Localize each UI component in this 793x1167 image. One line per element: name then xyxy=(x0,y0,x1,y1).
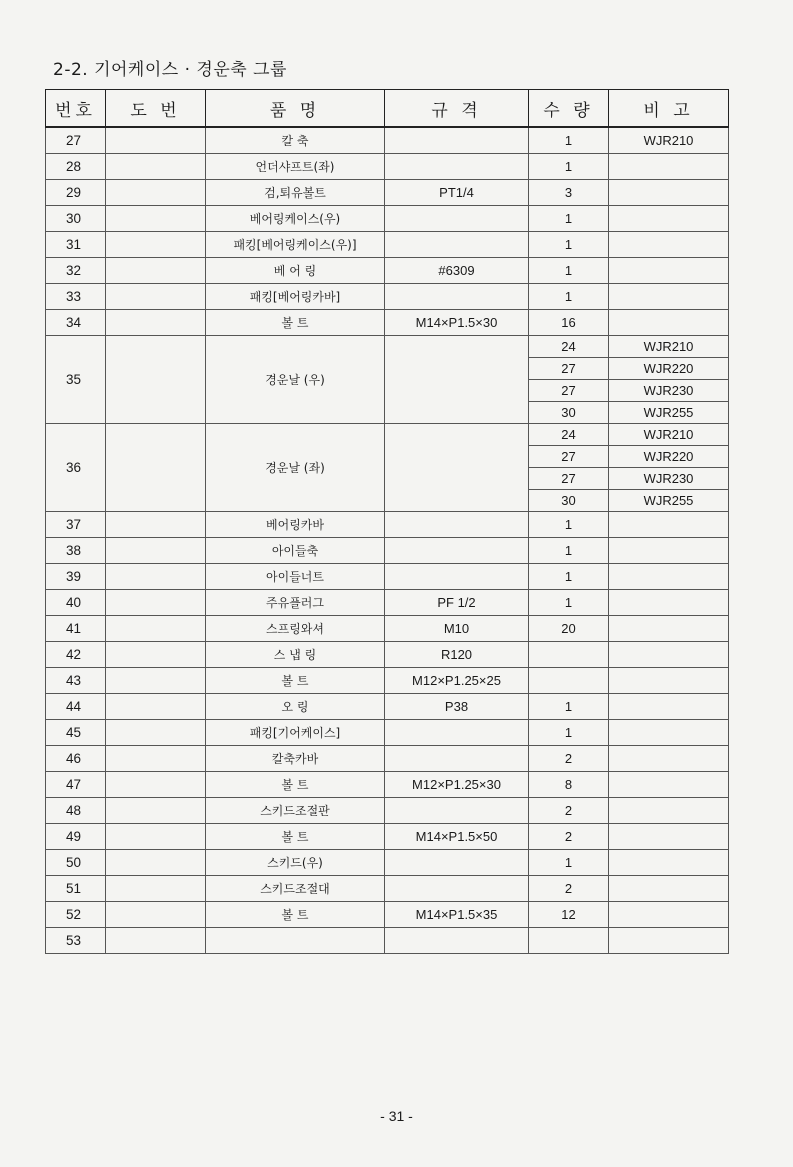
header-spec: 규 격 xyxy=(385,90,529,128)
cell-no: 41 xyxy=(46,616,106,642)
cell-qty: 1 xyxy=(529,720,609,746)
cell-no: 35 xyxy=(46,336,106,424)
cell-drawing xyxy=(106,798,206,824)
cell-spec: M14×P1.5×50 xyxy=(385,824,529,850)
cell-spec: M14×P1.5×35 xyxy=(385,902,529,928)
cell-note xyxy=(609,180,729,206)
cell-drawing xyxy=(106,668,206,694)
cell-spec xyxy=(385,746,529,772)
cell-no: 44 xyxy=(46,694,106,720)
cell-spec xyxy=(385,538,529,564)
cell-note: WJR210 xyxy=(609,424,729,446)
cell-name: 볼 트 xyxy=(206,824,385,850)
cell-drawing xyxy=(106,720,206,746)
cell-name: 경운날 (우) xyxy=(206,336,385,424)
cell-qty: 3 xyxy=(529,180,609,206)
cell-qty: 1 xyxy=(529,127,609,154)
cell-qty xyxy=(529,928,609,954)
cell-no: 38 xyxy=(46,538,106,564)
cell-qty: 27 xyxy=(529,380,609,402)
cell-qty: 27 xyxy=(529,468,609,490)
cell-note: WJR210 xyxy=(609,127,729,154)
cell-no: 43 xyxy=(46,668,106,694)
table-row xyxy=(46,876,729,902)
cell-qty: 1 xyxy=(529,232,609,258)
cell-spec xyxy=(385,232,529,258)
cell-drawing xyxy=(106,180,206,206)
cell-no: 46 xyxy=(46,746,106,772)
table-row xyxy=(46,824,729,850)
table-row xyxy=(46,284,729,310)
cell-name: 패킹[기어케이스] xyxy=(206,720,385,746)
cell-no: 40 xyxy=(46,590,106,616)
cell-no: 34 xyxy=(46,310,106,336)
cell-no: 49 xyxy=(46,824,106,850)
cell-no: 37 xyxy=(46,512,106,538)
cell-note xyxy=(609,616,729,642)
cell-qty: 1 xyxy=(529,206,609,232)
cell-name: 볼 트 xyxy=(206,902,385,928)
table-header-row xyxy=(46,90,729,128)
table-row xyxy=(46,127,729,154)
table-row xyxy=(46,564,729,590)
cell-drawing xyxy=(106,772,206,798)
cell-no: 33 xyxy=(46,284,106,310)
cell-spec xyxy=(385,564,529,590)
cell-drawing xyxy=(106,616,206,642)
cell-qty: 2 xyxy=(529,798,609,824)
cell-drawing xyxy=(106,512,206,538)
cell-note xyxy=(609,642,729,668)
cell-no: 45 xyxy=(46,720,106,746)
cell-spec xyxy=(385,284,529,310)
cell-drawing xyxy=(106,642,206,668)
cell-qty: 1 xyxy=(529,258,609,284)
cell-note xyxy=(609,928,729,954)
cell-drawing xyxy=(106,902,206,928)
cell-qty xyxy=(529,642,609,668)
cell-no: 31 xyxy=(46,232,106,258)
table-row xyxy=(46,772,729,798)
cell-spec: M10 xyxy=(385,616,529,642)
cell-note xyxy=(609,772,729,798)
cell-qty: 20 xyxy=(529,616,609,642)
cell-drawing xyxy=(106,538,206,564)
table-row xyxy=(46,798,729,824)
cell-note xyxy=(609,824,729,850)
cell-qty: 1 xyxy=(529,154,609,180)
cell-drawing xyxy=(106,746,206,772)
cell-drawing xyxy=(106,310,206,336)
cell-note xyxy=(609,310,729,336)
cell-drawing xyxy=(106,824,206,850)
header-drawing: 도 번 xyxy=(106,90,206,128)
cell-name: 베 어 링 xyxy=(206,258,385,284)
cell-note xyxy=(609,720,729,746)
cell-no: 53 xyxy=(46,928,106,954)
cell-no: 50 xyxy=(46,850,106,876)
table-row xyxy=(46,928,729,954)
cell-note xyxy=(609,668,729,694)
cell-name: 칼축카바 xyxy=(206,746,385,772)
cell-spec: #6309 xyxy=(385,258,529,284)
cell-spec xyxy=(385,336,529,424)
cell-name: 스프링와셔 xyxy=(206,616,385,642)
cell-name: 패킹[베어링카바] xyxy=(206,284,385,310)
cell-qty: 24 xyxy=(529,336,609,358)
cell-spec: P38 xyxy=(385,694,529,720)
cell-spec xyxy=(385,720,529,746)
cell-no: 27 xyxy=(46,127,106,154)
table-row xyxy=(46,232,729,258)
cell-no: 51 xyxy=(46,876,106,902)
cell-drawing xyxy=(106,564,206,590)
cell-note xyxy=(609,154,729,180)
cell-name: 스키드조절판 xyxy=(206,798,385,824)
cell-name: 볼 트 xyxy=(206,310,385,336)
cell-qty: 1 xyxy=(529,512,609,538)
cell-no: 48 xyxy=(46,798,106,824)
cell-name xyxy=(206,928,385,954)
cell-note xyxy=(609,876,729,902)
cell-name: 패킹[베어링케이스(우)] xyxy=(206,232,385,258)
cell-note xyxy=(609,284,729,310)
cell-note: WJR255 xyxy=(609,490,729,512)
page-title: 2-2. 기어케이스 · 경운축 그룹 xyxy=(53,60,287,80)
cell-qty: 1 xyxy=(529,590,609,616)
cell-note xyxy=(609,694,729,720)
table-row xyxy=(46,668,729,694)
cell-note: WJR210 xyxy=(609,336,729,358)
table-row xyxy=(46,642,729,668)
cell-drawing xyxy=(106,876,206,902)
cell-note xyxy=(609,746,729,772)
cell-spec xyxy=(385,876,529,902)
cell-name: 칼 축 xyxy=(206,127,385,154)
cell-note: WJR230 xyxy=(609,380,729,402)
cell-name: 주유플러그 xyxy=(206,590,385,616)
cell-no: 29 xyxy=(46,180,106,206)
table-row xyxy=(46,616,729,642)
cell-qty: 12 xyxy=(529,902,609,928)
table-row xyxy=(46,538,729,564)
cell-name: 오 링 xyxy=(206,694,385,720)
cell-note xyxy=(609,232,729,258)
cell-note: WJR230 xyxy=(609,468,729,490)
header-qty: 수 량 xyxy=(529,90,609,128)
parts-table xyxy=(45,89,729,954)
table-row xyxy=(46,590,729,616)
cell-drawing xyxy=(106,127,206,154)
cell-spec: M12×P1.25×30 xyxy=(385,772,529,798)
table-row xyxy=(46,154,729,180)
cell-note xyxy=(609,902,729,928)
header-no: 번호 xyxy=(46,90,106,128)
cell-spec: M12×P1.25×25 xyxy=(385,668,529,694)
cell-drawing xyxy=(106,850,206,876)
cell-name: 베어링케이스(우) xyxy=(206,206,385,232)
cell-note xyxy=(609,798,729,824)
header-name: 품 명 xyxy=(206,90,385,128)
cell-drawing xyxy=(106,284,206,310)
cell-spec: R120 xyxy=(385,642,529,668)
cell-no: 36 xyxy=(46,424,106,512)
cell-no: 28 xyxy=(46,154,106,180)
table-row xyxy=(46,850,729,876)
cell-drawing xyxy=(106,424,206,512)
cell-note xyxy=(609,206,729,232)
page-number: - 31 - xyxy=(380,1108,413,1124)
table-body xyxy=(46,127,729,954)
cell-qty: 1 xyxy=(529,850,609,876)
cell-spec xyxy=(385,512,529,538)
cell-name: 볼 트 xyxy=(206,772,385,798)
cell-spec: M14×P1.5×30 xyxy=(385,310,529,336)
cell-qty: 1 xyxy=(529,284,609,310)
cell-note xyxy=(609,512,729,538)
cell-note: WJR220 xyxy=(609,358,729,380)
cell-drawing xyxy=(106,258,206,284)
table-row xyxy=(46,720,729,746)
cell-note xyxy=(609,590,729,616)
cell-spec xyxy=(385,850,529,876)
table-row xyxy=(46,206,729,232)
cell-drawing xyxy=(106,590,206,616)
table-row xyxy=(46,424,729,446)
cell-qty: 2 xyxy=(529,824,609,850)
cell-qty xyxy=(529,668,609,694)
cell-qty: 24 xyxy=(529,424,609,446)
cell-name: 스 냅 링 xyxy=(206,642,385,668)
cell-drawing xyxy=(106,232,206,258)
cell-qty: 16 xyxy=(529,310,609,336)
table-row xyxy=(46,694,729,720)
cell-qty: 8 xyxy=(529,772,609,798)
cell-qty: 1 xyxy=(529,564,609,590)
cell-drawing xyxy=(106,694,206,720)
cell-no: 42 xyxy=(46,642,106,668)
cell-qty: 30 xyxy=(529,402,609,424)
cell-qty: 27 xyxy=(529,446,609,468)
cell-spec xyxy=(385,154,529,180)
cell-qty: 30 xyxy=(529,490,609,512)
cell-qty: 1 xyxy=(529,538,609,564)
table-row xyxy=(46,336,729,358)
cell-spec: PF 1/2 xyxy=(385,590,529,616)
cell-no: 39 xyxy=(46,564,106,590)
cell-note xyxy=(609,538,729,564)
cell-no: 30 xyxy=(46,206,106,232)
cell-name: 베어링카바 xyxy=(206,512,385,538)
cell-spec xyxy=(385,206,529,232)
cell-name: 경운날 (좌) xyxy=(206,424,385,512)
cell-drawing xyxy=(106,336,206,424)
cell-no: 52 xyxy=(46,902,106,928)
cell-name: 아이들축 xyxy=(206,538,385,564)
cell-no: 32 xyxy=(46,258,106,284)
cell-qty: 2 xyxy=(529,746,609,772)
cell-name: 언더샤프트(좌) xyxy=(206,154,385,180)
cell-drawing xyxy=(106,928,206,954)
cell-name: 스키드(우) xyxy=(206,850,385,876)
cell-name: 검,퇴유볼트 xyxy=(206,180,385,206)
cell-name: 아이들너트 xyxy=(206,564,385,590)
cell-note: WJR220 xyxy=(609,446,729,468)
cell-spec xyxy=(385,424,529,512)
cell-name: 스키드조절대 xyxy=(206,876,385,902)
cell-spec xyxy=(385,928,529,954)
table-row xyxy=(46,512,729,538)
table-row xyxy=(46,180,729,206)
cell-spec xyxy=(385,127,529,154)
cell-qty: 27 xyxy=(529,358,609,380)
cell-drawing xyxy=(106,206,206,232)
table-row xyxy=(46,310,729,336)
table-row xyxy=(46,746,729,772)
cell-name: 볼 트 xyxy=(206,668,385,694)
header-note: 비 고 xyxy=(609,90,729,128)
cell-note xyxy=(609,850,729,876)
cell-qty: 2 xyxy=(529,876,609,902)
cell-drawing xyxy=(106,154,206,180)
cell-note xyxy=(609,258,729,284)
cell-spec: PT1/4 xyxy=(385,180,529,206)
cell-no: 47 xyxy=(46,772,106,798)
table-row xyxy=(46,258,729,284)
cell-note: WJR255 xyxy=(609,402,729,424)
cell-qty: 1 xyxy=(529,694,609,720)
cell-note xyxy=(609,564,729,590)
table-row xyxy=(46,902,729,928)
cell-spec xyxy=(385,798,529,824)
